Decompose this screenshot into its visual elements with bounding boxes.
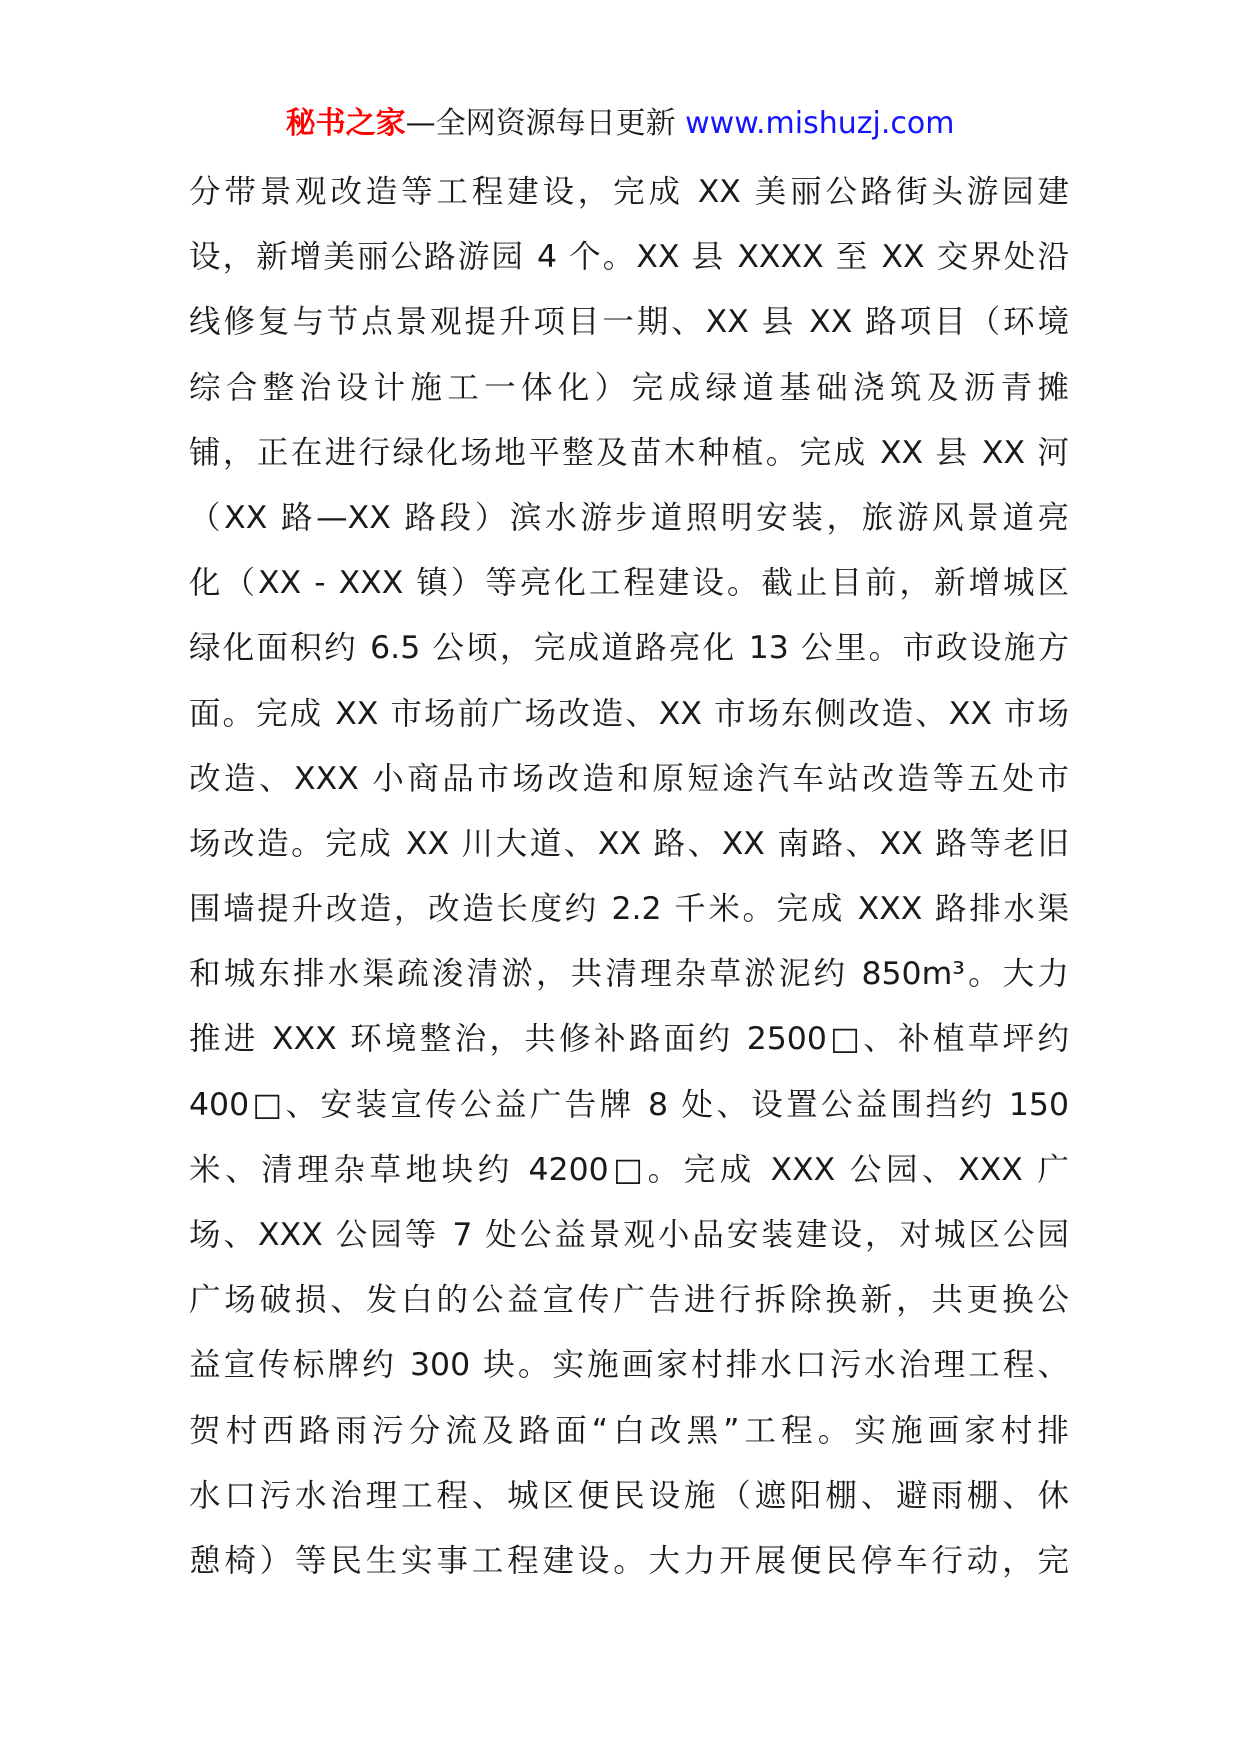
body-line: 绿化面积约 6.5 公顷，完成道路亮化 13 公里。市政设施方 [189, 630, 1069, 667]
body-line: 益宣传标牌约 300 块。实施画家村排水口污水治理工程、 [189, 1347, 1069, 1384]
body-line: 贺村西路雨污分流及路面“白改黑”工程。实施画家村排 [189, 1412, 1069, 1449]
body-line: 面。完成 XX 市场前广场改造、XX 市场东侧改造、XX 市场 [189, 695, 1069, 732]
body-line: 场改造。完成 XX 川大道、XX 路、XX 南路、XX 路等老旧 [189, 825, 1069, 862]
body-line: 场、XXX 公园等 7 处公益景观小品安装建设，对城区公园 [189, 1217, 1069, 1253]
brand-name: 秘书之家 [285, 106, 406, 141]
body-line: 线修复与节点景观提升项目一期、XX 县 XX 路项目（环境 [189, 304, 1069, 341]
body-line: 广场破损、发白的公益宣传广告进行拆除换新，共更换公 [189, 1282, 1069, 1319]
document-body [189, 160, 1069, 1594]
body-line: 400□、安装宣传公益广告牌 8 处、设置公益围挡约 150 [189, 1086, 1069, 1123]
page-header [0, 102, 1240, 146]
body-line: 综合整治设计施工一体化）完成绿道基础浇筑及沥青摊 [189, 369, 1069, 406]
header-tagline: —全网资源每日更新 [405, 106, 676, 141]
body-line: 铺，正在进行绿化场地平整及苗木种植。完成 XX 县 XX 河 [189, 434, 1069, 471]
body-line: 推进 XXX 环境整治，共修补路面约 2500□、补植草坪约 [189, 1021, 1069, 1058]
body-line: 围墙提升改造，改造长度约 2.2 千米。完成 XXX 路排水渠 [189, 891, 1069, 928]
body-line: 分带景观改造等工程建设，完成 XX 美丽公路街头游园建 [189, 174, 1069, 210]
body-line: 设，新增美丽公路游园 4 个。XX 县 XXXX 至 XX 交界处沿 [189, 239, 1069, 276]
body-line: 米、清理杂草地块约 4200□。完成 XXX 公园、XXX 广 [189, 1151, 1069, 1188]
body-line: 憩椅）等民生实事工程建设。大力开展便民停车行动，完 [189, 1542, 1069, 1579]
site-url-link[interactable]: www.mishuzj.com [685, 106, 955, 141]
body-line: 水口污水治理工程、城区便民设施（遮阳棚、避雨棚、休 [189, 1477, 1069, 1514]
body-line: 改造、XXX 小商品市场改造和原短途汽车站改造等五处市 [189, 760, 1069, 797]
body-line: 和城东排水渠疏浚清淤，共清理杂草淤泥约 850m³。大力 [189, 956, 1069, 993]
body-line: 化（XX - XXX 镇）等亮化工程建设。截止目前，新增城区 [189, 565, 1069, 602]
body-line: （XX 路—XX 路段）滨水游步道照明安装，旅游风景道亮 [189, 499, 1069, 536]
